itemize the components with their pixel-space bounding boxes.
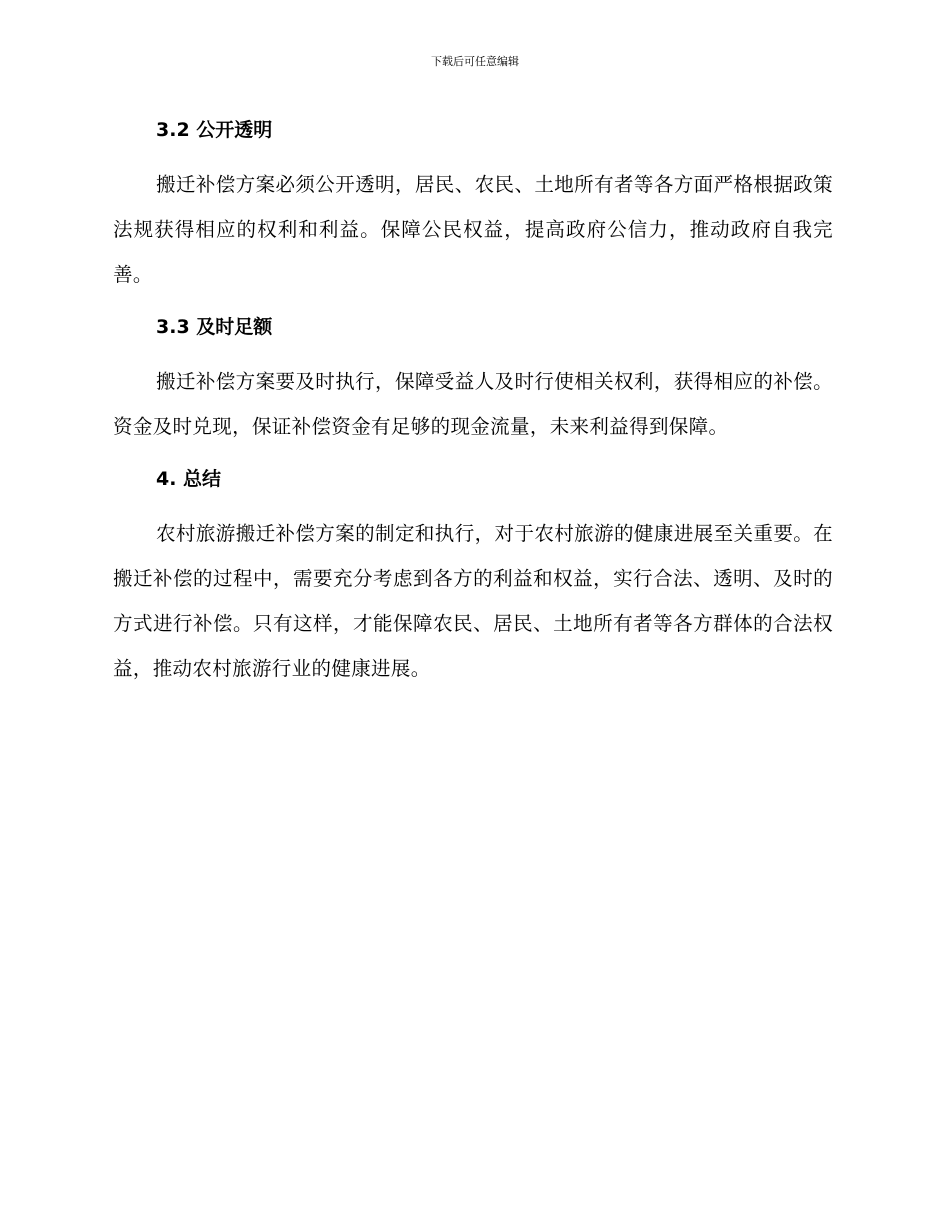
section-heading-3-3: 3.3 及时足额 — [156, 316, 273, 338]
section-paragraph-3-3: 搬迁补偿方案要及时执行，保障受益人及时行使相关权利，获得相应的补偿。资金及时兑现，保证补偿资金有足够的现金流量，未来利益得到保障。 — [113, 370, 833, 438]
document-body — [113, 112, 833, 691]
section-heading-3-2: 3.2 公开透明 — [156, 119, 273, 141]
section-paragraph-3-2: 搬迁补偿方案必须公开透明，居民、农民、土地所有者等各方面严格根据政策法规获得相应的权利和利益。保障公民权益，提高政府公信力，推动政府自我完善。 — [113, 173, 833, 286]
page-header: 下载后可任意编辑 — [431, 55, 519, 68]
section-paragraph-4: 农村旅游搬迁补偿方案的制定和执行，对于农村旅游的健康进展至关重要。在搬迁补偿的过程中，需要充分考虑到各方的利益和权益，实行合法、透明、及时的方式进行补偿。只有这样，才能保障农民、居民、土地所有者等各方群体的合法权益，推动农村旅游行业的健康进展。 — [113, 522, 833, 680]
section-heading-4: 4. 总结 — [156, 468, 222, 490]
